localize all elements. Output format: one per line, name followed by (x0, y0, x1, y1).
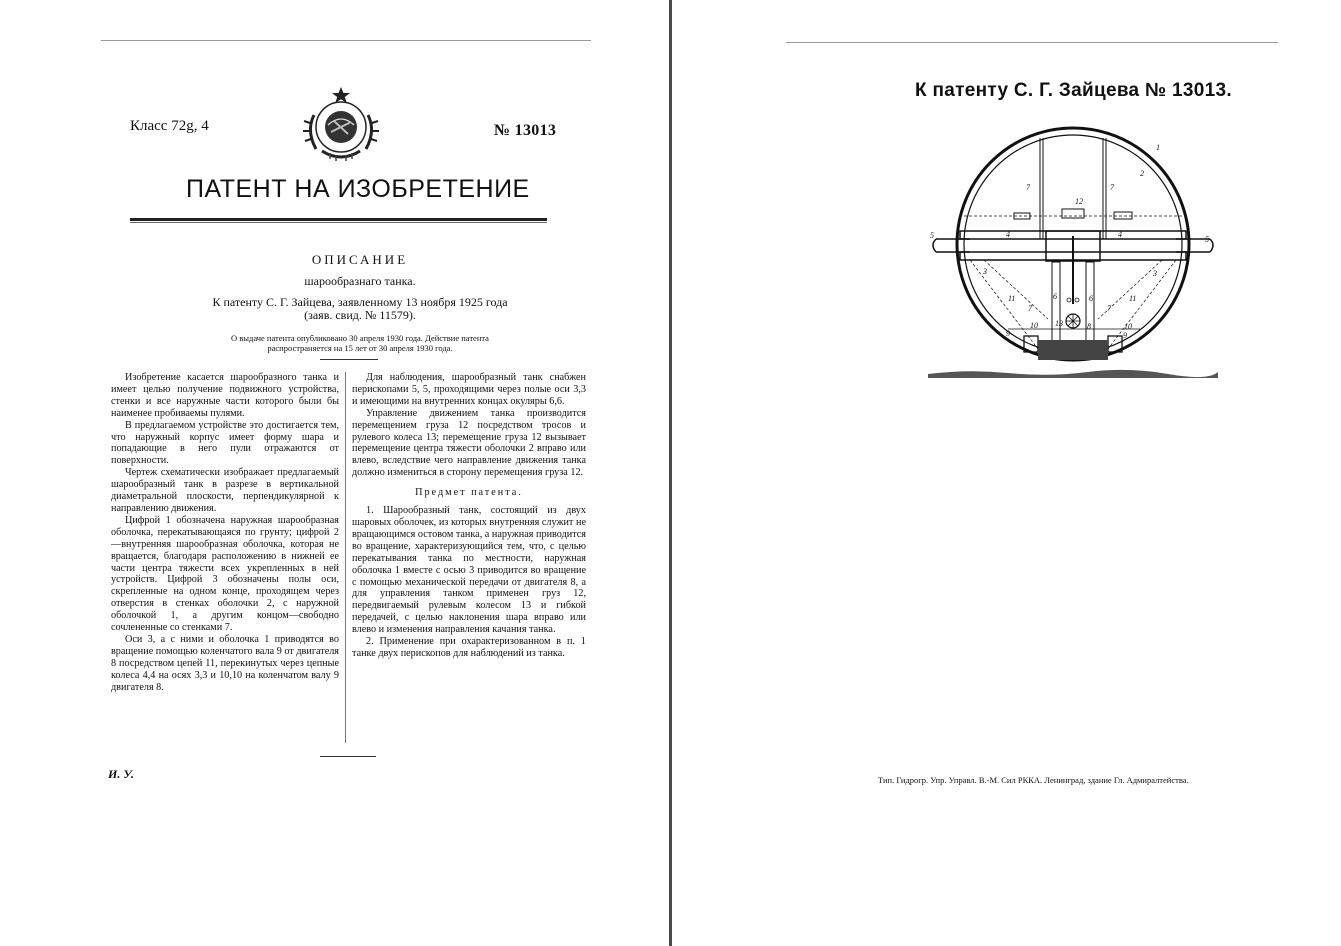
publication-note-line: распространяется на 15 лет от 30 апреля 1930 года. (267, 343, 453, 353)
drawing-label: 11 (1008, 294, 1016, 303)
drawing-label: 1 (1156, 143, 1160, 152)
top-rule (786, 42, 1278, 43)
separator-rule (320, 359, 378, 360)
drawing-label: 6 (1089, 294, 1093, 303)
class-label: Класс 72g, 4 (130, 118, 209, 134)
state-emblem-icon (300, 85, 382, 165)
drawing-label: 9 (1006, 329, 1010, 338)
paragraph: Цифрой 1 обозначена наружная шарообразная оболочка, перекатывающаяся по грунту; цифрой 2—внутренняя шарообразная оболочка, которая не вращается, благодаря расположению в нижней ее части центра тяжести всех укрепленных в ней устройств. Цифрой 3 обозначены полы оси, скрепленные на одном конце, проходящем через отверстия в стенках оболочки 2, с наружной оболочкой 1, а другим концом—свободно сочлененные со стенками 7. (111, 514, 339, 634)
title-rule (130, 218, 547, 221)
drawing-label: 12 (1075, 197, 1083, 206)
paragraph: Оси 3, а с ними и оболочка 1 приводятся во вращение помощью коленчатого вала 9 от двигателя 8 посредством цепей 11, перекинутых через цепные колеса 4,4 на осях 3,3 и 10,10 на коленчатом валу 9 двигателя 8. (111, 633, 339, 693)
drawing-label: 10 (1124, 322, 1132, 331)
paragraph: В предлагаемом устройстве это достигается тем, что наружный корпус имеет форму шара и попадающие в него пули отражаются от поверхности. (111, 419, 339, 467)
drawing-title: К патенту С. Г. Зайцева № 13013. (915, 80, 1232, 101)
drawing-label: 3 (1153, 269, 1157, 278)
claim: 2. Применение при охарактеризованном в п. 1 танке двух перископов для наблюдений из танка. (352, 636, 586, 659)
text-column-right (352, 372, 586, 660)
drawing-label: 5 (1205, 235, 1209, 244)
title-rule-thin (130, 222, 547, 223)
drawing-label: 7 (1110, 183, 1114, 192)
description-heading: ОПИСАНИЕ (311, 252, 409, 267)
drawing-label: 4 (1006, 230, 1010, 239)
drawing-label: 9 (1123, 331, 1127, 340)
paragraph: Управление движением танка производится перемещением груза 12 посредством тросов и рулевого колеса 13; перемещение груза 12 вызывает перемещение центра тяжести оболочки 2 вправо или влево, вследствие чего направление движения танка должно измениться в сторону перемещения груза 12. (352, 407, 586, 479)
initials: И. У. (108, 767, 134, 781)
main-title: ПАТЕНТ НА ИЗОБРЕТЕНИЕ (186, 175, 530, 203)
patent-number: № 13013 (494, 122, 557, 139)
tank-drawing (928, 124, 1218, 386)
publication-note-line: О выдаче патента опубликовано 30 апреля 1930 года. Действие патента (231, 333, 489, 343)
drawing-label: 13 (1055, 319, 1063, 328)
drawing-label: 7 (1026, 183, 1030, 192)
drawing-label: 6 (1053, 292, 1057, 301)
drawing-label: 2 (1140, 169, 1144, 178)
drawing-label: 7 (1028, 304, 1032, 313)
drawing-label: 7 (1107, 304, 1111, 313)
page-divider (669, 0, 672, 946)
patent-reference-line: К патенту С. Г. Зайцева, заявленному 13 ноября 1925 года (212, 295, 508, 309)
drawing-label: 5 (930, 231, 934, 240)
column-divider (345, 372, 346, 743)
paragraph: Изобретение касается шарообразного танка и имеет целью получение подвижного устройства, стенки и все наружные части которого были бы наименее пробиваемы пулями. (111, 372, 339, 419)
paragraph: Для наблюдения, шарообразный танк снабжен перископами 5, 5, проходящими через полые оси 3,3 и имеющими на внутренних концах окуляры 6,6. (352, 372, 586, 407)
text-column-left (111, 372, 339, 693)
patent-reference (130, 296, 590, 322)
drawing-label: 10 (1030, 321, 1038, 330)
drawing-label: 11 (1129, 294, 1137, 303)
paragraph: Чертеж схематически изображает предлагаемый шарообразный танк в разрезе в вертикальной диаметральной плоскости, перпендикулярной к направлению движения. (111, 467, 339, 514)
invention-subtitle: шарообразнаго танка. (304, 274, 416, 288)
drawing-label: 3 (983, 267, 987, 276)
printer-imprint: Тип. Гидрогр. Упр. Управл. В.-М. Сил РККА. Ленинград, здание Гл. Адмиралтейства. (878, 775, 1189, 785)
publication-note (130, 333, 590, 353)
end-rule (320, 756, 376, 757)
top-rule (101, 40, 591, 41)
claims-heading: Предмет патента. (415, 487, 523, 499)
drawing-label: 4 (1118, 230, 1122, 239)
claim: 1. Шарообразный танк, состоящий из двух шаровых оболочек, из которых внутренняя служит не вращающимся остовом танка, а наружная приводится во вращение, характеризующийся тем, что, с целью перекатывания танка по местности, наружная оболочка 1 вместе с осью 3 приводится во вращение с помощью механической передачи от двигателя 8, а для управления танком применен груз 12, передвигаемый рулевым колесом 13 и гибкой передачей, с целью наклонения шара вправо или влево и изменения направления качания танка. (352, 505, 586, 636)
patent-reference-line: (заяв. свид. № 11579). (304, 308, 416, 322)
drawing-label: 8 (1087, 322, 1091, 331)
